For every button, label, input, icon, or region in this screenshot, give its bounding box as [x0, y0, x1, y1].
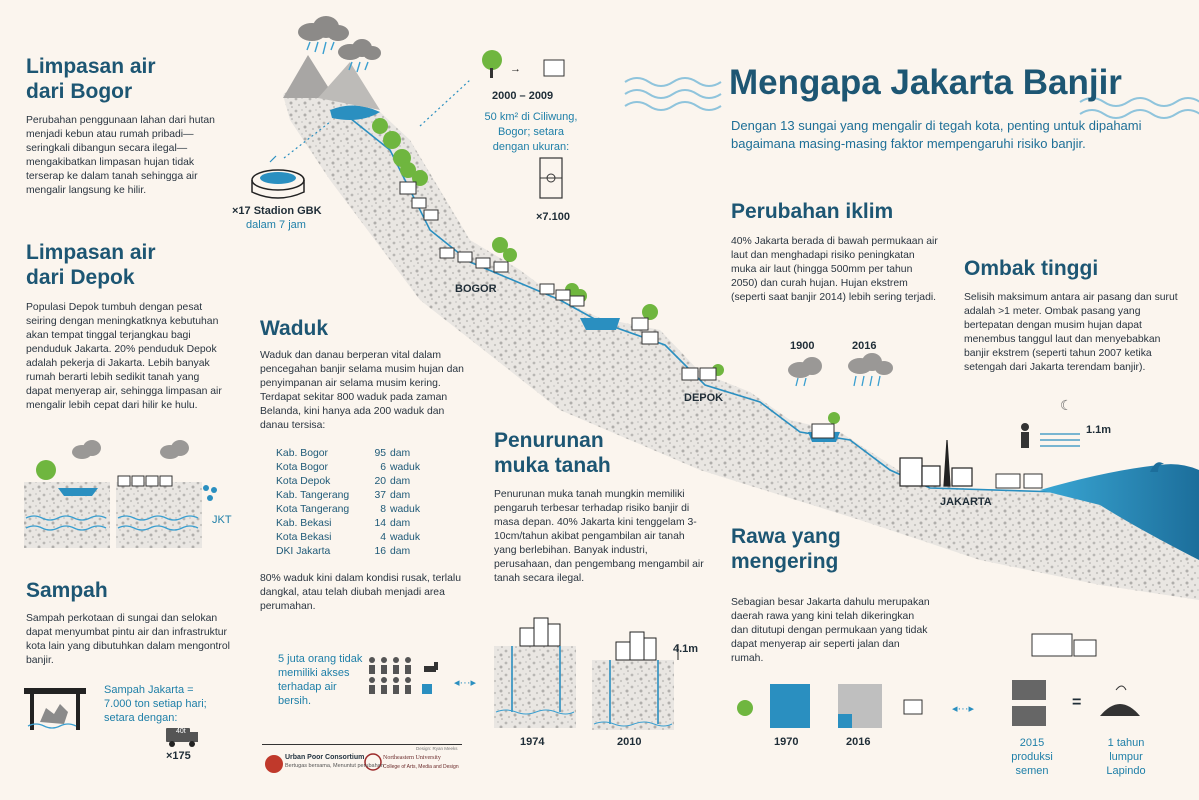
tree-to-house-icon [482, 50, 564, 78]
table-cell-region: Kab. Bekasi [276, 518, 332, 529]
floodgate-trash-icon [24, 688, 86, 730]
depok-heading [26, 240, 156, 290]
depok-comparison-diagrams [24, 440, 217, 548]
bogor-heading [26, 54, 156, 104]
mud-pile-icon [1100, 686, 1140, 716]
penurunan-body: Penurunan muka tanah mungkin memiliki pengaruh terbesar terhadap risiko banjir di masa depan. 40% Jakarta kini tenggelam 3-10cm/tahun akibat pengambilan air tanah yang berlebihan. Banyak industri, perusahaan, dan pengembang mengambil air tanah secara ilegal. [494, 489, 704, 584]
people-group-icon [369, 657, 411, 694]
credits-divider [262, 744, 462, 745]
table-cell-region: Kota Bekasi [276, 532, 332, 543]
jakarta-place-label: JAKARTA [940, 496, 992, 508]
table-cell-count: 95 [374, 448, 386, 459]
penurunan-heading-line2: muka tanah [494, 454, 611, 477]
bogor-area-text [482, 110, 580, 155]
table-cell-type: dam [390, 476, 411, 487]
table-cell-region: Kota Depok [276, 476, 331, 487]
table-cell-count: 14 [374, 518, 386, 529]
area-line1: 50 km² di Ciliwung, [484, 111, 578, 123]
rawa-heading-line1: Rawa yang [731, 525, 841, 548]
depok-body: Populasi Depok tumbuh dengan pesat seiring dengan meningkatknya kebutuhan akan tempat tinggal terjangkau bagi penduduk Jakarta. 20% penduduk Depok adalah pekerja di Jakarta. Lebih banyak rumah berarti lebih sedikit tanah yang dapat menyerap air, sehingga limpasan air mengalir lebih cepat dari hilir ke hulu. [26, 302, 222, 411]
climate-year-2016: 2016 [852, 340, 877, 352]
org1-name: Urban Poor Consortium [285, 754, 365, 761]
svg-text:→: → [510, 63, 521, 75]
area-line3: dengan ukuran: [492, 141, 570, 153]
org1-tagline: Bertugas bersama, Menuntut perubahan [285, 763, 384, 769]
bogor-heading-line1: Limpasan air [26, 55, 156, 78]
jakarta-skyline-icon [900, 440, 972, 486]
penurunan-heading [494, 428, 611, 478]
area-line2: Bogor; setara [497, 126, 565, 138]
table-row [276, 545, 424, 559]
table-cell-region: Kota Bogor [276, 462, 328, 473]
subsidence-depth: 4.1m [673, 643, 699, 655]
swamp-year-1970: 1970 [774, 736, 799, 748]
bogor-body: Perubahan penggunaan lahan dari hutan menjadi kebun atau rumah pribadi—seringkali dibangun secara ilegal—mengakibatkan limpasan hujan tidak terserap ke dalam tanah sehingga air mengalir langsung ke hilir. [26, 115, 215, 196]
table-cell-type: dam [390, 448, 411, 459]
cement-label: 2015 produksi semen [1011, 737, 1053, 777]
svg-text:☾: ☾ [1060, 397, 1073, 413]
designer-credit: Design: Ryan Meeks [416, 746, 458, 751]
depok-heading-line2: dari Depok [26, 266, 135, 289]
table-row [276, 489, 424, 503]
sampah-body: Sampah perkotaan di sungai dan selokan dapat menyumbat pintu air dan infrastruktur kota lain yang dibutuhkan dalam mengontrol banjir. [26, 613, 230, 666]
table-row [276, 531, 424, 545]
subsidence-year-1974: 1974 [520, 736, 545, 748]
waduk-reservoir-bogor [580, 318, 620, 330]
subsidence-diagrams [494, 618, 678, 730]
upc-logo [265, 755, 283, 773]
truck-count: ×175 [166, 750, 191, 762]
table-row [276, 503, 424, 517]
table-cell-type: dam [390, 546, 411, 557]
ombak-heading: Ombak tinggi [964, 257, 1099, 280]
rawa-body: Sebagian besar Jakarta dahulu merupakan daerah rawa yang kini telah dikeringkan dan ditutupi dengan permukaan yang tidak dapat menyerap air seperti jalan dan rumah. [731, 597, 930, 664]
waduk-footer: 80% waduk kini dalam kondisi rusak, terlalu dangkal, atau telah diubah menjadi area perumahan. [260, 573, 461, 612]
table-cell-type: waduk [390, 532, 421, 543]
field-count: ×7.100 [536, 211, 570, 223]
table-cell-count: 16 [374, 546, 386, 557]
page-title: Mengapa Jakarta Banjir [729, 63, 1122, 102]
jkt-label: JKT [212, 514, 232, 526]
table-cell-type: dam [390, 518, 411, 529]
waduk-table [276, 447, 424, 559]
table-cell-count: 6 [380, 462, 386, 473]
table-row [276, 475, 424, 489]
rain-cloud-icon [298, 16, 381, 60]
org2-name: Northeastern University [383, 755, 441, 761]
svg-text:◂···▸: ◂···▸ [454, 677, 477, 689]
table-cell-type: waduk [390, 462, 421, 473]
table-cell-region: Kota Tangerang [276, 504, 350, 515]
rawa-heading-line2: mengering [731, 550, 839, 573]
table-cell-count: 37 [374, 490, 386, 501]
rawa-heading [731, 524, 841, 574]
depok-heading-line1: Limpasan air [26, 241, 156, 264]
climate-rain-clouds [788, 353, 893, 378]
ombak-body: Selisih maksimum antara air pasang dan surut adalah >1 meter. Ombak pasang yang bertepatan dengan musim hujan dapat menembus tanggul laut dan menyebabkan banjir ekstrem (seperti tahun 2007 ketika setengah dari Jakarta terendam banjir). [964, 292, 1178, 373]
climate-year-1900: 1900 [790, 340, 815, 352]
swamp-year-2016: 2016 [846, 736, 871, 748]
water-access-text: 5 juta orang tidak memiliki akses terhadap air bersih. [278, 653, 363, 707]
table-cell-region: Kab. Bogor [276, 448, 328, 459]
bogor-place-label: BOGOR [455, 283, 497, 295]
subsidence-year-2010: 2010 [617, 736, 642, 748]
truck-label: 40t [176, 728, 186, 735]
org2-tagline: College of Arts, Media and Design [383, 764, 459, 770]
table-cell-region: DKI Jakarta [276, 546, 331, 557]
stadium-sub: dalam 7 jam [246, 219, 306, 231]
intro-text: Dengan 13 sungai yang mengalir di tegah kota, penting untuk dipahami bagaimana masing-masing faktor mempengaruhi risiko banjir. [731, 118, 1142, 151]
equals-sign: = [1072, 694, 1082, 711]
table-cell-count: 20 [374, 476, 386, 487]
table-row [276, 447, 424, 461]
person-height-icon [1021, 423, 1029, 448]
table-cell-type: waduk [390, 504, 421, 515]
table-cell-count: 8 [380, 504, 386, 515]
sampah-heading: Sampah [26, 579, 108, 602]
swamp-comparison-icons [737, 684, 922, 728]
waduk-body: Waduk dan danau berperan vital dalam pencegahan banjir selama musim hujan dan penyimpanan air selama musim kering. Terdapat sekitar 800 waduk pada zaman Belanda, kini hanya ada 200 waduk dan danau tersisa: [260, 350, 464, 431]
table-row [276, 461, 424, 475]
iklim-heading: Perubahan iklim [731, 200, 894, 223]
water-tap-icon [422, 662, 438, 694]
apartments-icon [1032, 634, 1096, 656]
waduk-heading: Waduk [260, 317, 329, 340]
table-row [276, 517, 424, 531]
stadium-label: ×17 Stadion GBK [232, 205, 322, 217]
bogor-years: 2000 – 2009 [492, 90, 554, 102]
svg-text:◂···▸: ◂···▸ [952, 703, 975, 715]
table-cell-type: dam [390, 490, 411, 501]
mud-label: 1 tahun lumpur Lapindo [1106, 737, 1146, 777]
table-cell-region: Kab. Tangerang [276, 490, 350, 501]
wave-height: 1.1m [1086, 424, 1112, 436]
cement-truck-icon [1012, 680, 1046, 726]
depok-place-label: DEPOK [684, 392, 724, 404]
table-cell-count: 4 [380, 532, 386, 543]
bogor-heading-line2: dari Bogor [26, 80, 133, 103]
penurunan-heading-line1: Penurunan [494, 429, 604, 452]
iklim-body: 40% Jakarta berada di bawah permukaan air laut dan menghadapi risiko peningkatan muka air laut (hingga 500mm per tahun 2050) dan curah hujan. Hujan ekstrem (seperti saat banjir 2014) lebih sering terjadi. [731, 236, 938, 303]
sampah-fact: Sampah Jakarta = 7.000 ton setiap hari; setara dengan: [104, 684, 207, 724]
